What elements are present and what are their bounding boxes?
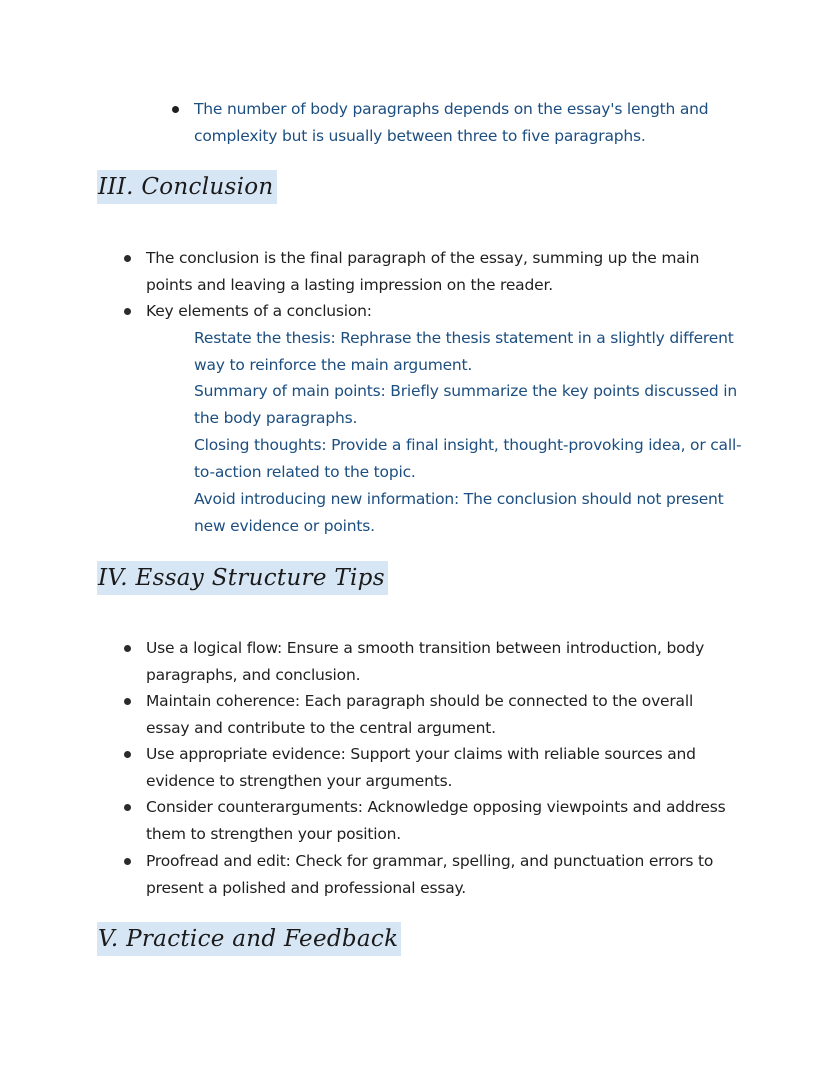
bullet-icon [124,751,131,758]
section-heading-conclusion: III. Conclusion [97,170,277,204]
bullet-icon [124,698,131,705]
list-item [146,298,736,325]
bullet-icon [124,645,131,652]
list-item-text: Maintain coherence: Each paragraph should be connected to the overall essay and contribute to the central argument. [146,692,694,737]
list-item [146,688,736,741]
list-item-text: Use a logical flow: Ensure a smooth transition between introduction, body paragraphs, and conclusion. [146,639,705,684]
list-item [146,794,736,847]
bullet-icon [124,804,131,811]
section-heading-tips: IV. Essay Structure Tips [97,561,388,595]
list-item [146,848,736,901]
conclusion-element: Summary of main points: Briefly summarize the key points discussed in the body paragraphs. [194,382,737,427]
bullet-icon [124,308,131,315]
bullet-icon [124,858,131,865]
conclusion-element: Restate the thesis: Rephrase the thesis statement in a slightly different way to reinforce the main argument. [194,329,734,374]
list-item [194,96,734,149]
list-item-text: The number of body paragraphs depends on the essay's length and complexity but is usually between three to five paragraphs. [194,100,709,145]
list-item [146,741,736,794]
list-item [146,635,736,688]
bullet-icon [124,255,131,262]
conclusion-element: Avoid introducing new information: The conclusion should not present new evidence or points. [194,490,724,535]
section-heading-practice: V. Practice and Feedback [97,922,401,956]
conclusion-element: Closing thoughts: Provide a final insight, thought-provoking idea, or call-to-action related to the topic. [194,436,742,481]
list-item-text: Consider counterarguments: Acknowledge opposing viewpoints and address them to strengthen your position. [146,798,726,843]
list-item-text: Use appropriate evidence: Support your claims with reliable sources and evidence to strengthen your arguments. [146,745,696,790]
list-item [146,245,736,298]
list-item-text: Key elements of a conclusion: [146,302,372,320]
list-item-text: The conclusion is the final paragraph of the essay, summing up the main points and leaving a lasting impression on the reader. [146,249,700,294]
list-item-text: Proofread and edit: Check for grammar, spelling, and punctuation errors to present a polished and professional essay. [146,852,714,897]
bullet-icon [172,106,179,113]
